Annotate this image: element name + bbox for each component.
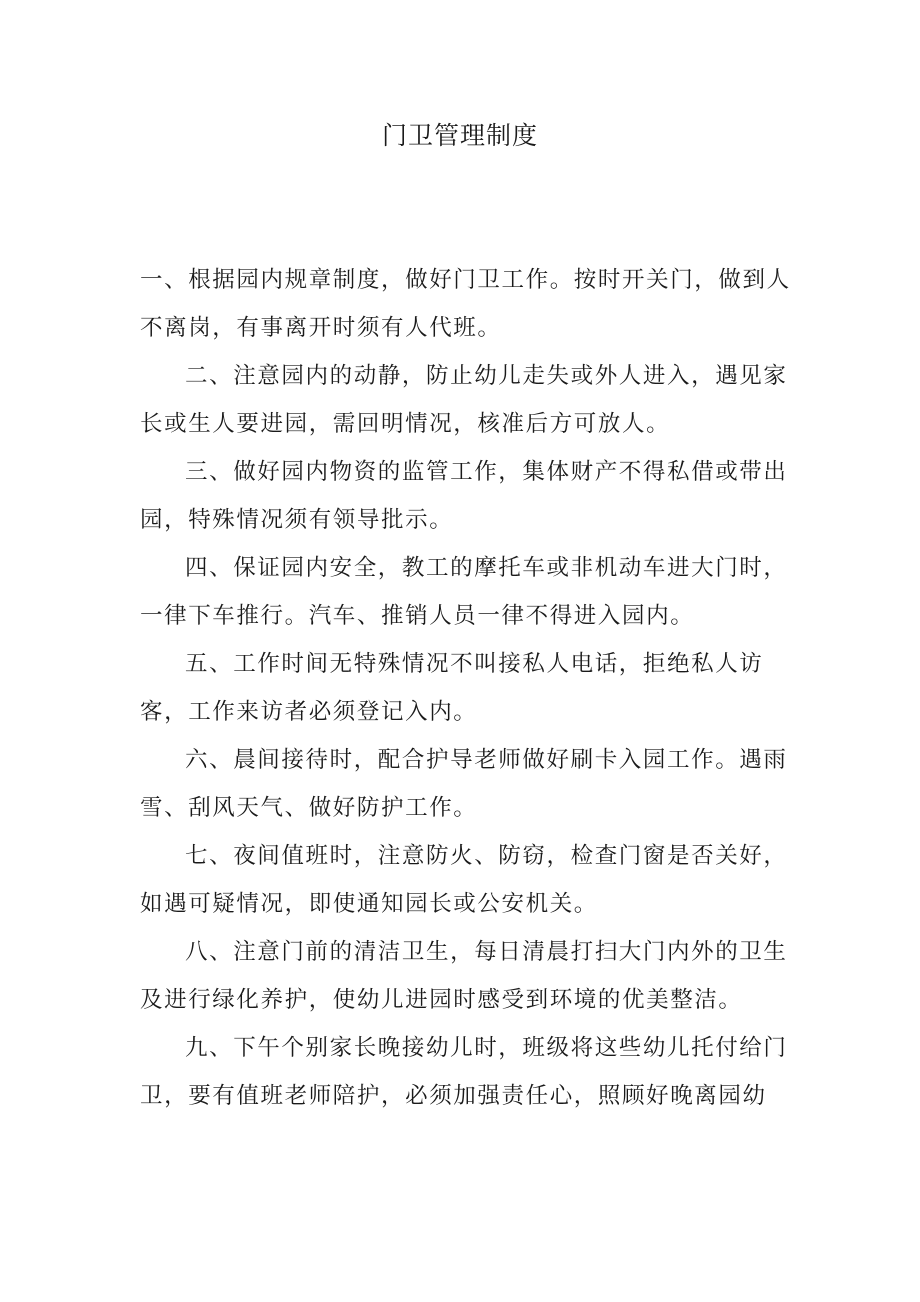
paragraph-1: 一、根据园内规章制度，做好门卫工作。按时开关门，做到人不离岗，有事离开时须有人代班。 xyxy=(140,267,791,341)
paragraph-4: 四、保证园内安全，教工的摩托车或非机动车进大门时，一律下车推行。汽车、推销人员一律不得进入园内。 xyxy=(140,555,788,629)
paragraph-2: 二、注意园内的动静，防止幼儿走失或外人进入，遇见家长或生人要进园，需回明情况，核准后方可放人。 xyxy=(140,363,788,437)
paragraph-5: 五、工作时间无特殊情况不叫接私人电话，拒绝私人访客，工作来访者必须登记入内。 xyxy=(140,651,764,725)
paragraph-8: 八、注意门前的清洁卫生，每日清晨打扫大门内外的卫生及进行绿化养护，使幼儿进园时感受到环境的优美整洁。 xyxy=(140,939,788,1013)
paragraph-9: 九、下午个别家长晚接幼儿时，班级将这些幼儿托付给门卫，要有值班老师陪护，必须加强责任心，照顾好晚离园幼 xyxy=(140,1035,788,1109)
document-title: 门卫管理制度 xyxy=(381,121,538,150)
document-body xyxy=(140,256,792,1120)
paragraph-6: 六、晨间接待时，配合护导老师做好刷卡入园工作。遇雨雪、刮风天气、做好防护工作。 xyxy=(140,747,788,821)
paragraph-3: 三、做好园内物资的监管工作，集体财产不得私借或带出园，特殊情况须有领导批示。 xyxy=(140,459,788,533)
paragraph-7: 七、夜间值班时，注意防火、防窃，检查门窗是否关好，如遇可疑情况，即使通知园长或公安机关。 xyxy=(140,843,788,917)
